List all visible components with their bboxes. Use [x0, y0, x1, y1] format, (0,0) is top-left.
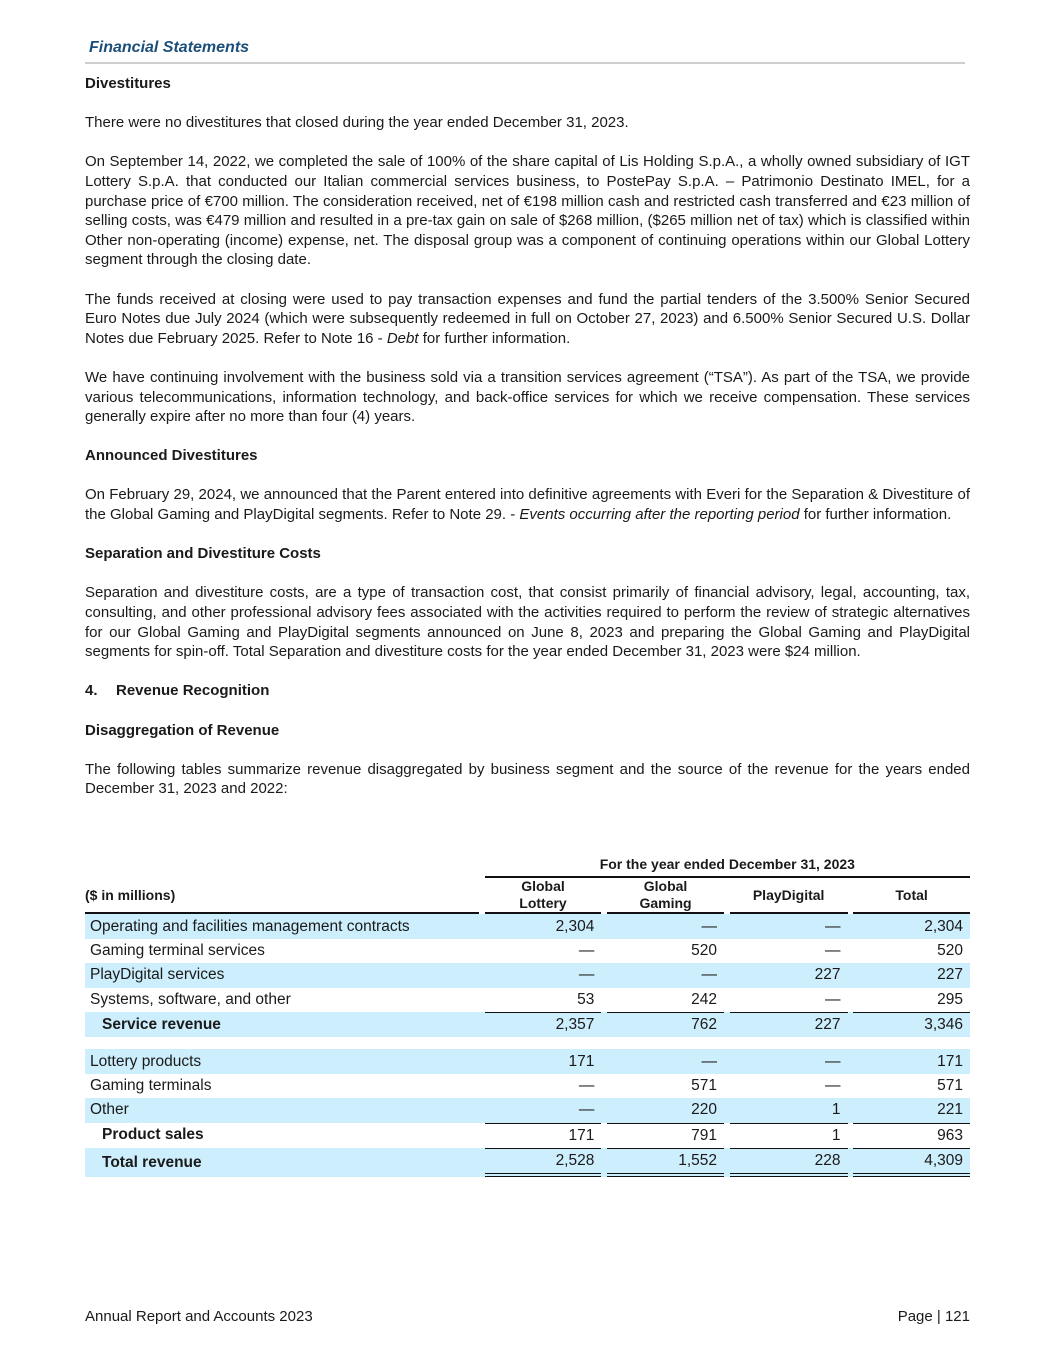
header-divider — [85, 62, 965, 64]
events-note-reference: Events occurring after the reporting period — [519, 506, 800, 524]
revenue-table — [85, 852, 970, 1177]
divestitures-heading: Divestitures — [85, 75, 171, 92]
announced-text-end: for further information. — [799, 506, 952, 524]
col-header-playdigital: PlayDigital — [730, 878, 848, 914]
footer-report-title: Annual Report and Accounts 2023 — [85, 1308, 313, 1325]
table-row: Systems, software, and other 53 242 — 295 — [90, 990, 963, 1008]
total-revenue-row: Total revenue 2,528 1,552 228 4,309 — [85, 1148, 970, 1177]
announced-text-start: On February 29, 2024, we announced that the Parent entered into definitive agreements with Everi for the Separation & Divestiture of the Global Gaming and PlayDigital segments. Refer to Note 29. - — [85, 486, 970, 524]
unit-label: ($ in millions) — [85, 878, 479, 914]
table-row: Other — 220 1 221 — [85, 1098, 970, 1122]
divestitures-paragraph-4: We have continuing involvement with the business sold via a transition services agreement (“TSA”). As part of the TSA, we provide various telecommunications, information technology, and back-office services for which we receive compensation. These services generally expire after no more than four (4) years. — [85, 368, 970, 426]
col-header-total: Total — [853, 878, 970, 914]
divestitures-paragraph-3 — [85, 290, 970, 349]
col-header-global-lottery: Global Lottery — [485, 878, 602, 914]
announced-divestitures-heading: Announced Divestitures — [85, 447, 258, 465]
table-row: Operating and facilities management contracts 2,304 — — 2,304 — [85, 914, 970, 938]
table-row: Gaming terminals — 571 — 571 — [90, 1076, 963, 1094]
col-header-global-gaming: Global Gaming — [607, 878, 724, 914]
table-row: PlayDigital services — — 227 227 — [85, 963, 970, 987]
disaggregation-heading: Disaggregation of Revenue — [85, 721, 280, 739]
announced-divestitures-paragraph — [85, 485, 970, 524]
page-body — [85, 74, 970, 819]
period-header: For the year ended December 31, 2023 — [485, 852, 970, 878]
revenue-intro-paragraph: The following tables summarize revenue disaggregated by business segment and the source of the revenue for the years ended December 31, 2023 and 2022: — [85, 760, 970, 798]
divestitures-paragraph-2: On September 14, 2022, we completed the sale of 100% of the share capital of Lis Holding S.p.A., a wholly owned subsidiary of IGT Lottery S.p.A. that conducted our Italian commercial services business, to PostePay S.p.A. – Patrimonio Destinato IMEL, for a purchase price of €700 million. The consideration received, net of €198 million cash and restricted cash transferred and €23 million of selling costs, was €479 million and resulted in a pre-tax gain on sale of $268 million, ($265 million net of tax) which is classified within Other non-operating (income) expense, net. The disposal group was a component of continuing operations within our Global Lottery segment through the closing date. — [85, 153, 970, 269]
revenue-recognition-heading — [85, 681, 970, 701]
table-row: Gaming terminal services — 520 — 520 — [90, 941, 963, 959]
section-title: Revenue Recognition — [116, 682, 270, 700]
p3-text-end: for further information. — [418, 329, 571, 347]
section-number: 4. — [85, 682, 98, 700]
subtotal-row-service-revenue: Service revenue 2,357 762 227 3,346 — [85, 1012, 970, 1037]
footer-page-number: Page | 121 — [897, 1308, 970, 1325]
table-row: Lottery products 171 — — 171 — [85, 1049, 970, 1073]
subtotal-row-product-sales: Product sales 171 791 1 963 — [85, 1123, 970, 1148]
divestitures-paragraph-1: There were no divestitures that closed during the year ended December 31, 2023. — [85, 114, 629, 132]
separation-costs-paragraph: Separation and divestiture costs, are a type of transaction cost, that consist primarily of financial advisory, legal, accounting, tax, consulting, and other professional advisory fees associated with the activities required to perform the review of strategic alternatives for our Global Gaming and PlayDigital segments announced on June 8, 2023 and preparing the Global Gaming and PlayDigital segments for spin-off. Total Separation and divestiture costs for the year ended December 31, 2023 were $24 million. — [85, 584, 970, 661]
p3-text-start: The funds received at closing were used to pay transaction expenses and fund the partial tenders of the 3.500% Senior Secured Euro Notes due July 2024 (which were subsequently redeemed in full on October 27, 2023) and 6.500% Senior Secured U.S. Dollar Notes due February 2025. Refer to Note 16 - — [85, 290, 970, 347]
debt-note-reference: Debt — [386, 329, 419, 347]
page-header-title: Financial Statements — [89, 39, 250, 56]
separation-costs-heading: Separation and Divestiture Costs — [85, 545, 321, 563]
